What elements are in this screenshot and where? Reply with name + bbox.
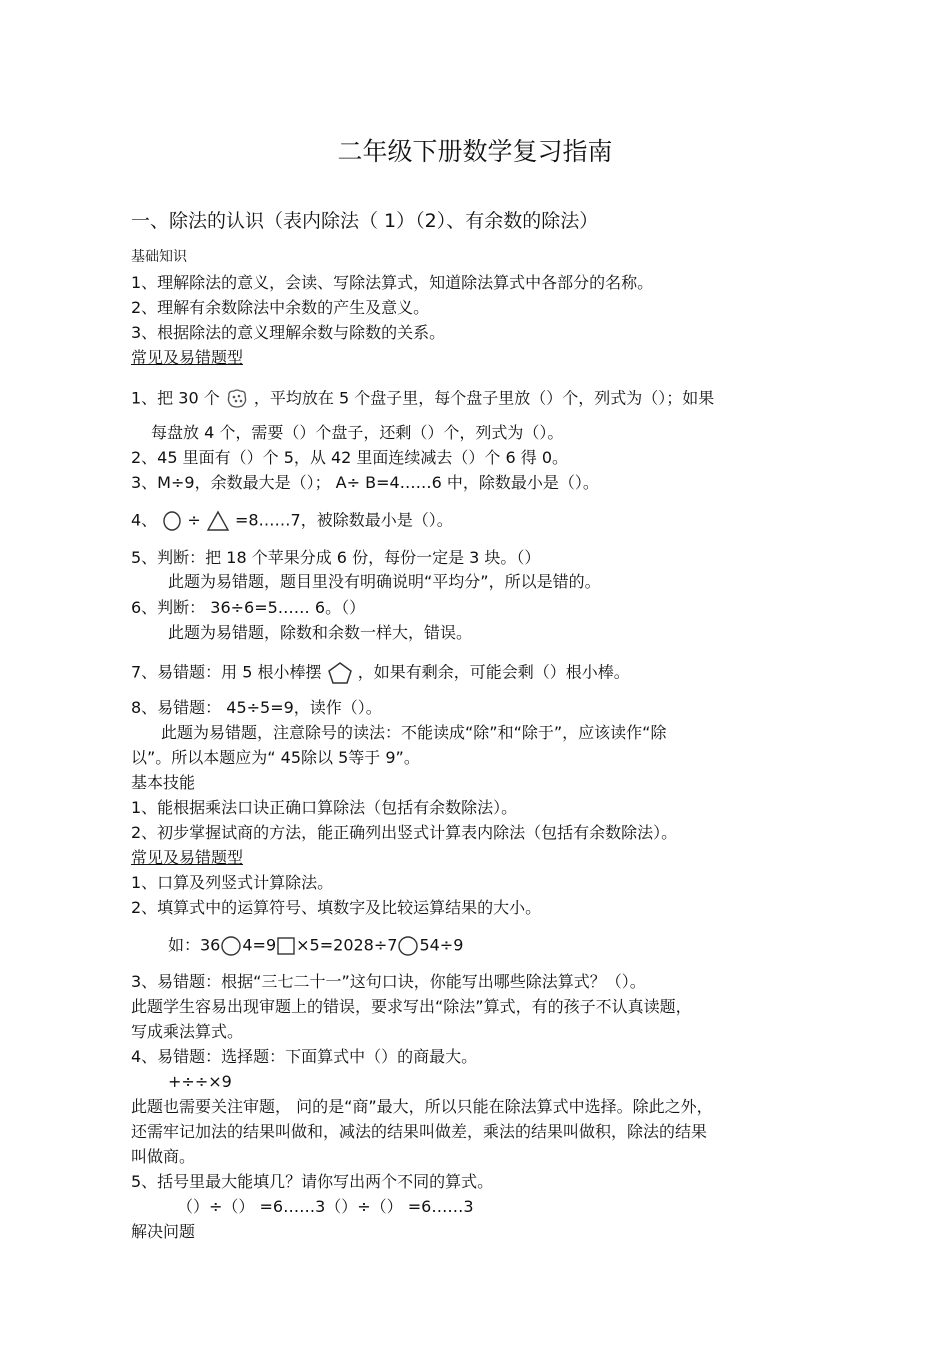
example-text-d: 54÷9 xyxy=(419,935,464,955)
question-8-note: 此题为易错题，注意除号的读法：不能读成“除”和“除于”，应该读作“除 xyxy=(161,723,667,742)
question-7-text-a: 7、易错题：用 5 根小棒摆 xyxy=(131,662,322,682)
solve-problems-heading: 解决问题 xyxy=(131,1222,196,1241)
question-2: 2、45 里面有（）个 5，从 42 里面连续减去（）个 6 得 0。 xyxy=(131,448,569,467)
skill-question-5: 5、括号里最大能填几？请你写出两个不同的算式。 xyxy=(131,1172,494,1191)
question-1-text-a: 1、把 30 个 xyxy=(131,388,220,408)
question-4-text-a: 4、 xyxy=(131,510,158,530)
circle-icon xyxy=(220,935,242,957)
example-text-b: 4=9 xyxy=(242,935,277,955)
skill-question-4-options: +÷÷×9 xyxy=(168,1072,232,1091)
basic-skills-heading: 基本技能 xyxy=(131,773,196,792)
question-6: 6、判断： 36÷6=5…… 6。（） xyxy=(131,598,366,617)
skill-question-3-note: 此题学生容易出现审题上的错误，要求写出“除法”算式，有的孩子不认真读题， xyxy=(131,997,692,1016)
question-6-note: 此题为易错题，除数和余数一样大，错误。 xyxy=(168,623,473,642)
skill-question-4-note: 此题也需要关注审题， 问的是“商”最大，所以只能在除法算式中选择。除此之外， xyxy=(131,1097,713,1116)
skill-question-4-note-2: 还需牢记加法的结果叫做和，减法的结果叫做差，乘法的结果叫做积，除法的结果 xyxy=(131,1122,708,1141)
question-8-note-continued: 以”。所以本题应为“ 45除以 5等于 9”。 xyxy=(131,748,420,767)
knowledge-item-3: 3、根据除法的意义理解余数与除数的关系。 xyxy=(131,323,446,342)
question-8: 8、易错题： 45÷5=9，读作（）。 xyxy=(131,698,382,717)
skill-question-4: 4、易错题：选择题：下面算式中（）的商最大。 xyxy=(131,1047,478,1066)
knowledge-item-1: 1、理解除法的意义，会读、写除法算式，知道除法算式中各部分的名称。 xyxy=(131,273,654,292)
division-sign: ÷ xyxy=(187,510,201,530)
triangle-icon xyxy=(206,510,230,532)
question-5: 5、判断：把 18 个苹果分成 6 份，每份一定是 3 块。（） xyxy=(131,548,541,567)
common-errors-heading: 常见及易错题型 xyxy=(131,348,244,367)
pentagon-icon xyxy=(327,661,353,685)
example-text-a: 如：36 xyxy=(168,935,221,955)
skill-question-4-note-3: 叫做商。 xyxy=(131,1147,196,1166)
skill-question-5-formula: （）÷（） =6……3（）÷（） =6……3 xyxy=(177,1197,474,1216)
question-7 xyxy=(131,661,630,685)
question-1-text-b: ，平均放在 5 个盘子里，每个盘子里放（）个，列式为（）；如果 xyxy=(253,388,715,408)
skill-question-3-note-continued: 写成乘法算式。 xyxy=(131,1022,244,1041)
section-heading-division: 一、除法的认识（表内除法（ 1）（2）、有余数的除法） xyxy=(131,210,599,232)
circle-icon xyxy=(162,510,182,532)
square-icon xyxy=(276,936,296,956)
question-1 xyxy=(131,388,714,410)
example-text-c: ×5=2028÷7 xyxy=(296,935,398,955)
skill-item-2: 2、初步掌握试商的方法，能正确列出竖式计算表内除法（包括有余数除法）。 xyxy=(131,823,678,842)
question-5-note: 此题为易错题，题目里没有明确说明“平均分”，所以是错的。 xyxy=(168,572,601,591)
question-1-continued: 每盘放 4 个，需要（）个盘子，还剩（）个，列式为（）。 xyxy=(151,423,564,442)
apple-icon xyxy=(225,388,249,410)
skill-item-1: 1、能根据乘法口诀正确口算除法（包括有余数除法）。 xyxy=(131,798,518,817)
skill-question-3: 3、易错题：根据“三七二十一”这句口诀，你能写出哪些除法算式？（）。 xyxy=(131,972,646,991)
page-title: 二年级下册数学复习指南 xyxy=(337,137,613,166)
question-3: 3、M÷9，余数最大是（）； A÷ B=4……6 中，除数最小是（）。 xyxy=(131,473,599,492)
question-4 xyxy=(131,510,453,532)
common-errors-heading-2: 常见及易错题型 xyxy=(131,848,244,867)
question-7-text-b: ，如果有剩余，可能会剩（）根小棒。 xyxy=(357,662,630,682)
question-4-text-c: =8……7，被除数最小是（）。 xyxy=(234,510,453,530)
knowledge-item-2: 2、理解有余数除法中余数的产生及意义。 xyxy=(131,298,430,317)
example-formula xyxy=(168,935,463,957)
circle-icon xyxy=(397,935,419,957)
basic-knowledge-heading: 基础知识 xyxy=(131,249,187,265)
skill-question-1: 1、口算及列竖式计算除法。 xyxy=(131,873,334,892)
skill-question-2: 2、填算式中的运算符号、填数字及比较运算结果的大小。 xyxy=(131,898,542,917)
